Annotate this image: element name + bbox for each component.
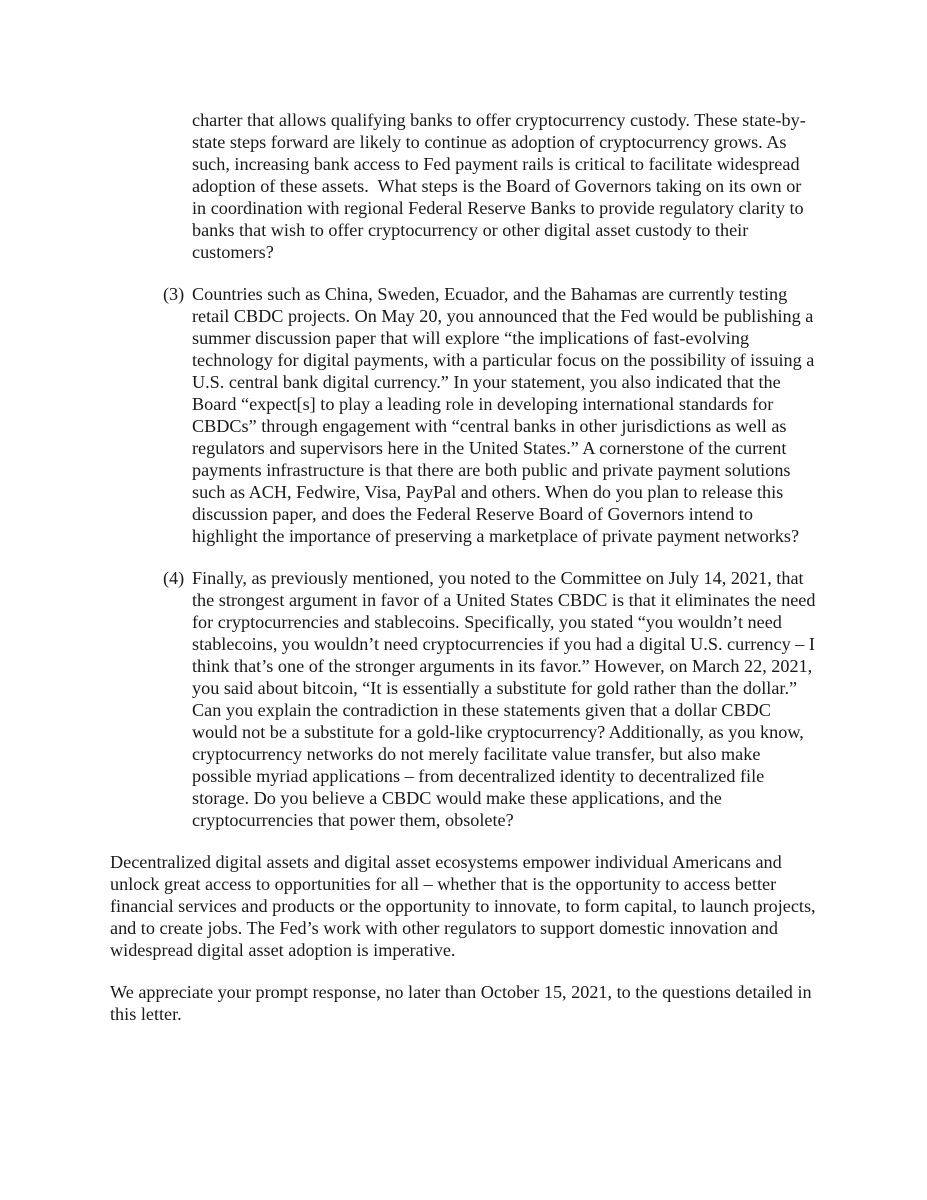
item-4-text: Finally, as previously mentioned, you noted to the Committee on July 14, 2021, that the strongest argument in favor of a United States CBDC is that it eliminates the need for cryptocurrencies and stablecoins. Specifically, you stated “you wouldn’t need stablecoins, you wouldn’t need cryptocurrencies if you had a digital U.S. currency – I think that’s one of the stronger arguments in its favor.” However, on March 22, 2021, you said about bitcoin, “It is essentially a substitute for gold rather than the dollar.” Can you explain the contradiction in these statements given that a dollar CBDC would not be a substitute for a gold-like cryptocurrency? Additionally, as you know, cryptocurrency networks do not merely facilitate value transfer, but also make possible myriad applications – from decentralized identity to decentralized file storage. Do you believe a CBDC would make these applications, and the cryptocurrencies that power them, obsolete? bbox=[192, 568, 821, 830]
item-3-number: (3) bbox=[163, 284, 185, 304]
item-3-text: Countries such as China, Sweden, Ecuador, and the Bahamas are currently testing retail CBDC projects. On May 20, you announced that the Fed would be publishing a summer discussion paper that will explore “the implications of fast-evolving technology for digital payments, with a particular focus on the possibility of issuing a U.S. central bank digital currency.” In your statement, you also indicated that the Board “expect[s] to play a leading role in developing international standards for CBDCs” through engagement with “central banks in other jurisdictions as well as regulators and supervisors here in the United States.” A cornerstone of the current payments infrastructure is that there are both public and private payment solutions such as ACH, Fedwire, Visa, PayPal and others. When do you plan to release this discussion paper, and does the Federal Reserve Board of Governors intend to highlight the importance of preserving a marketplace of private payment networks? bbox=[192, 284, 819, 546]
paragraph-closing-summary: Decentralized digital assets and digital asset ecosystems empower individual Americans and unlock great access to opportunities for all – whether that is the opportunity to access better financial services and products or the opportunity to innovate, to form capital, to launch projects, and to create jobs. The Fed’s work with other regulators to support domestic innovation and widespread digital asset adoption is imperative. bbox=[110, 852, 821, 960]
letter-content bbox=[110, 109, 820, 1045]
numbered-item-4 bbox=[110, 567, 820, 831]
paragraph-response-request: We appreciate your prompt response, no later than October 15, 2021, to the questions detailed in this letter. bbox=[110, 982, 817, 1024]
item-4-number: (4) bbox=[163, 568, 185, 588]
paragraph-item2-continuation: charter that allows qualifying banks to offer cryptocurrency custody. These state-by-state steps forward are likely to continue as adoption of cryptocurrency grows. As such, increasing bank access to Fed payment rails is critical to facilitate widespread adoption of these assets. What steps is the Board of Governors taking on its own or in coordination with regional Federal Reserve Banks to provide regulatory clarity to banks that wish to offer cryptocurrency or other digital asset custody to their customers? bbox=[192, 110, 809, 262]
numbered-item-3 bbox=[110, 283, 820, 547]
